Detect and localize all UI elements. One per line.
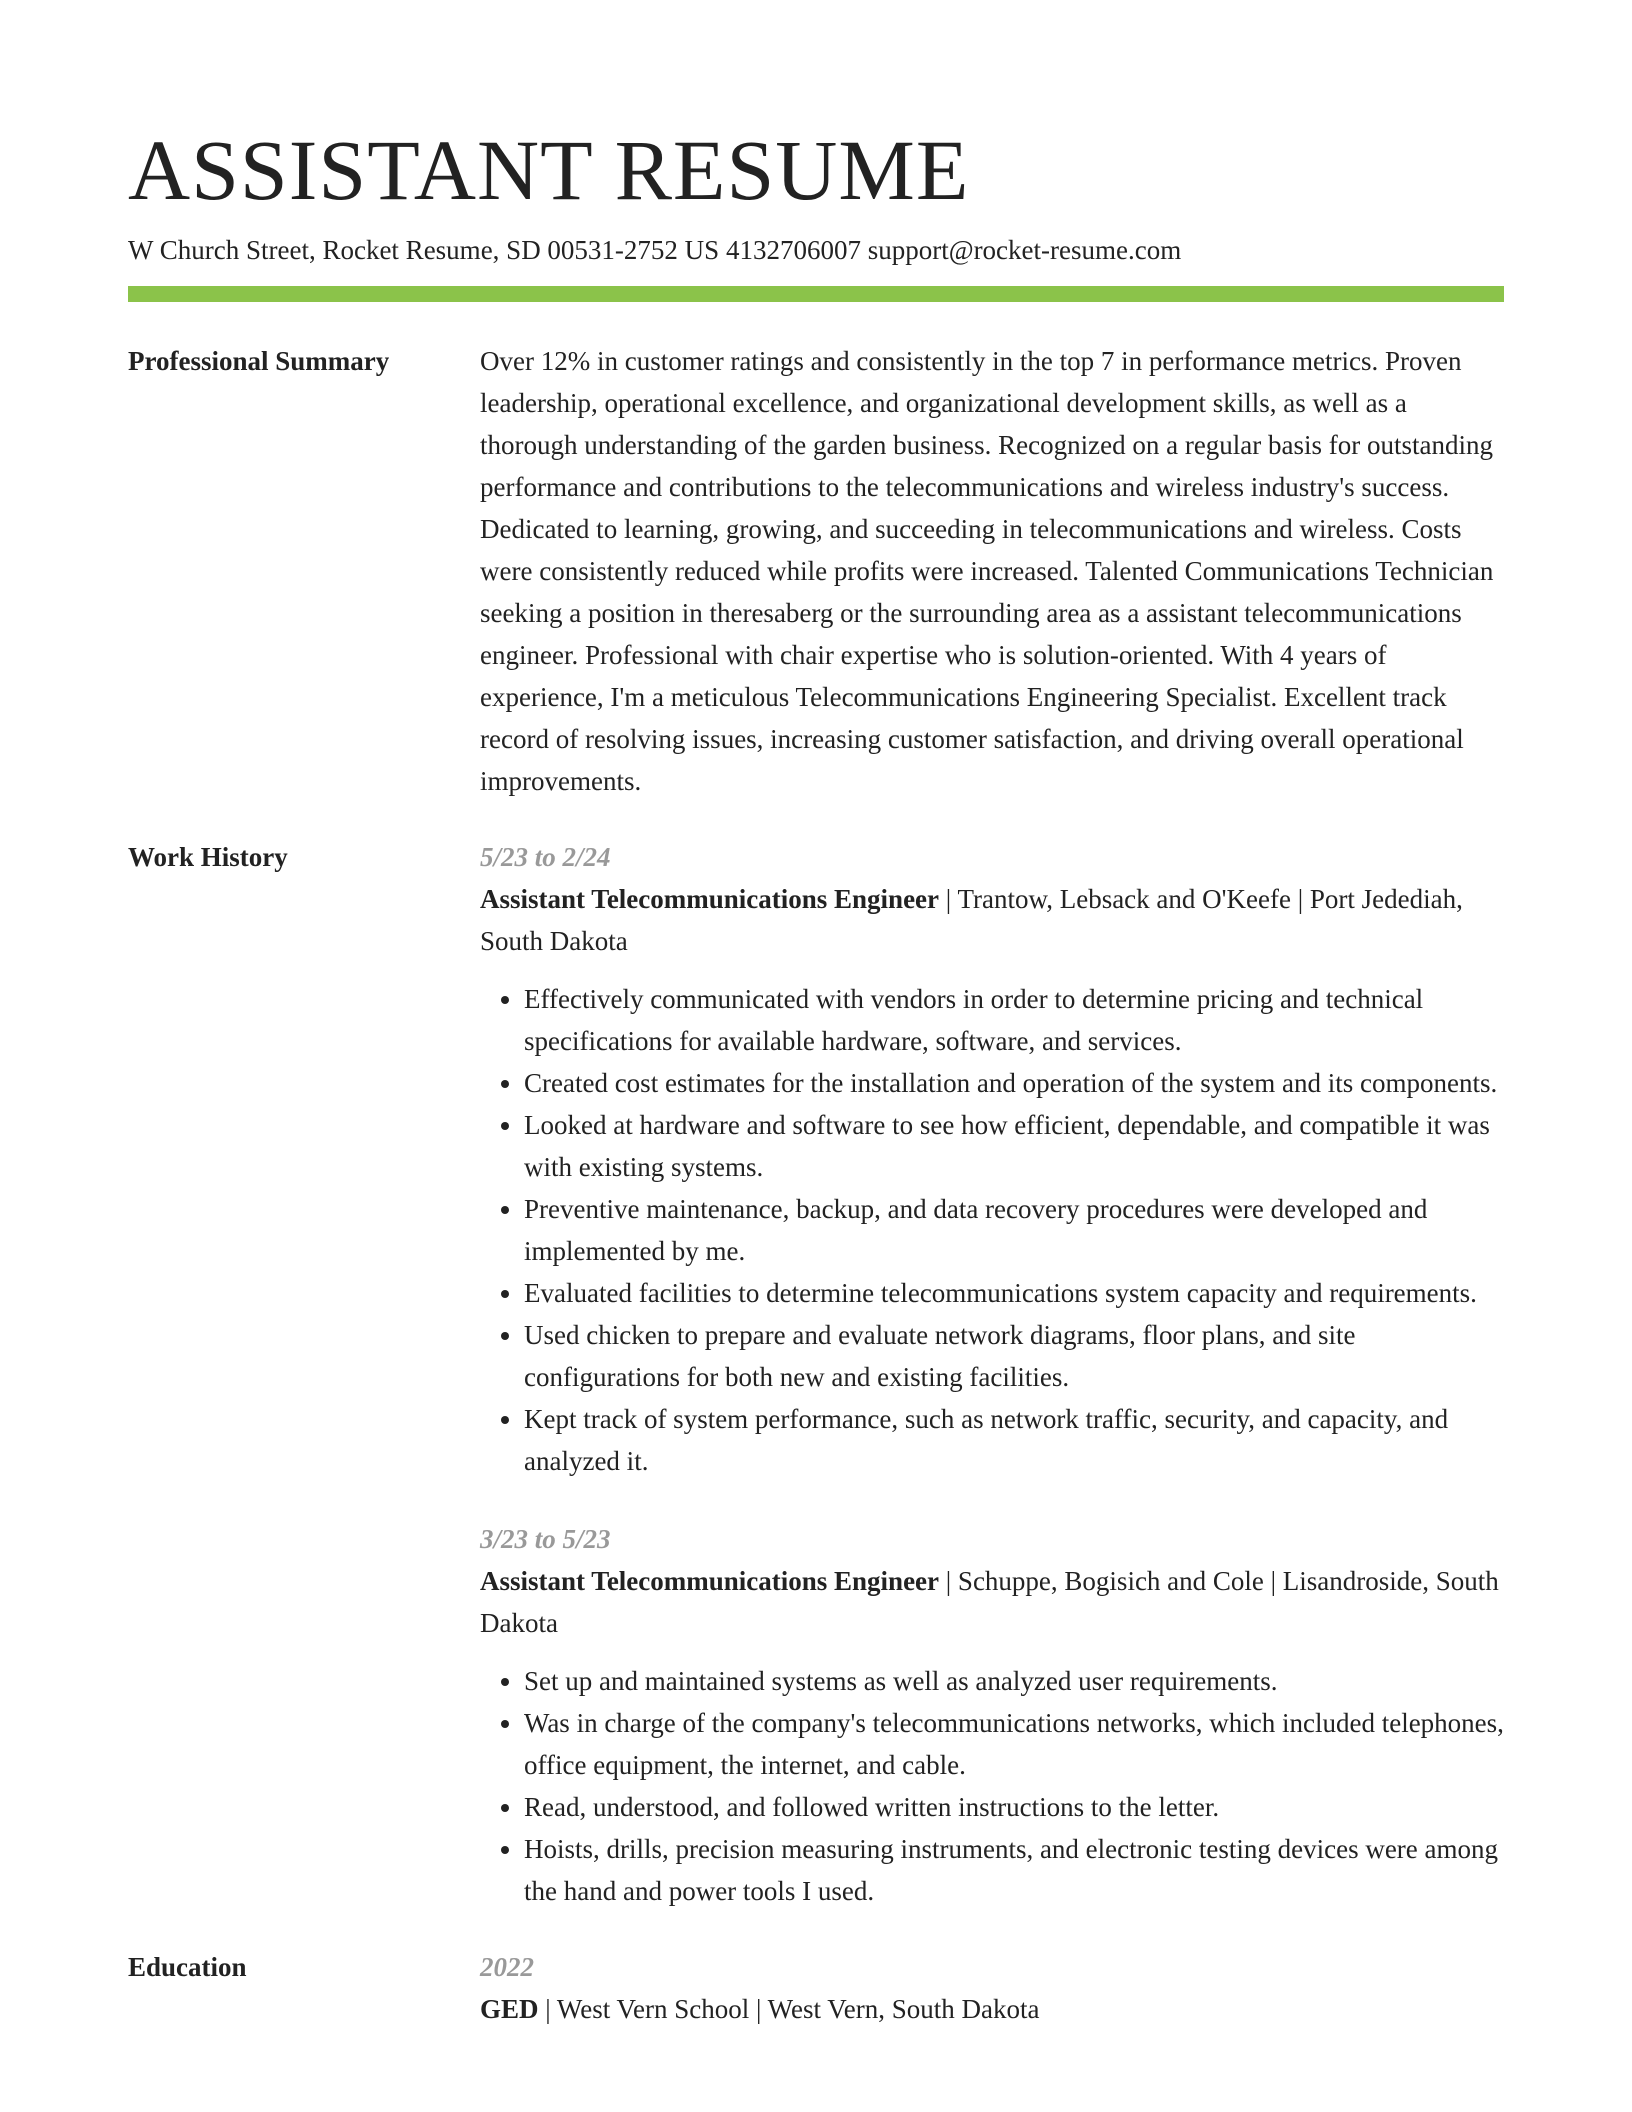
- list-item: • Effectively communicated with vendors in order to determine pricing and technical specifications for available hardware, software, and services.: [524, 978, 1504, 1062]
- job-bullets: [480, 978, 1504, 1482]
- section-label-education: Education: [128, 1952, 247, 1982]
- list-item: • Set up and maintained systems as well as analyzed user requirements.: [524, 1660, 1504, 1702]
- section-label-summary: Professional Summary: [128, 346, 390, 376]
- resume-title: ASSISTANT RESUME: [128, 122, 970, 218]
- list-item: • Hoists, drills, precision measuring instruments, and electronic testing devices were among the hand and power tools I used.: [524, 1828, 1504, 1912]
- summary-text: Over 12% in customer ratings and consistently in the top 7 in performance metrics. Proven leadership, operational excellence, and organizational development skills, as well as a thorough understanding of the garden business. Recognized on a regular basis for outstanding performance and contributions to the telecommunications and wireless industry's success. Dedicated to learning, growing, and succeeding in telecommunications and wireless. Costs were consistently reduced while profits were increased. Talented Communications Technician seeking a position in theresaberg or the surrounding area as a assistant telecommunications engineer. Professional with chair expertise who is solution-oriented. With 4 years of experience, I'm a meticulous Telecommunications Engineering Specialist. Excellent track record of resolving issues, increasing customer satisfaction, and driving overall operational improvements.: [480, 346, 1494, 796]
- job-details: | Trantow, Lebsack and O'Keefe | Port Jedediah, South Dakota: [480, 884, 1463, 956]
- list-item: • Read, understood, and followed written instructions to the letter.: [524, 1786, 1504, 1828]
- job-heading: [480, 1560, 1504, 1644]
- work-history-section: [128, 836, 1504, 1912]
- job-details: | Schuppe, Bogisich and Cole | Lisandroside, South Dakota: [480, 1566, 1499, 1638]
- education-heading: [480, 1988, 1504, 2030]
- job-dates: 3/23 to 5/23: [480, 1524, 611, 1554]
- contact-line: [128, 232, 1504, 268]
- education-section: [128, 1946, 1504, 2030]
- education-degree: GED: [480, 1994, 539, 2024]
- header-divider: [128, 286, 1504, 302]
- job-entry: [480, 1518, 1504, 1912]
- job-heading: [480, 878, 1504, 962]
- list-item: • Created cost estimates for the installation and operation of the system and its components.: [524, 1062, 1504, 1104]
- list-item: • Used chicken to prepare and evaluate network diagrams, floor plans, and site configurations for both new and existing facilities.: [524, 1314, 1504, 1398]
- list-item: • Was in charge of the company's telecommunications networks, which included telephones, office equipment, the internet, and cable.: [524, 1702, 1504, 1786]
- job-title: Assistant Telecommunications Engineer: [480, 1566, 940, 1596]
- resume-page: [128, 120, 1504, 2030]
- education-details: | West Vern School | West Vern, South Dakota: [538, 1994, 1040, 2024]
- list-item: • Preventive maintenance, backup, and data recovery procedures were developed and implemented by me.: [524, 1188, 1504, 1272]
- contact-phone: 4132706007: [725, 235, 861, 265]
- job-dates: 5/23 to 2/24: [480, 842, 611, 872]
- list-item: • Looked at hardware and software to see how efficient, dependable, and compatible it was with existing systems.: [524, 1104, 1504, 1188]
- contact-email: support@rocket-resume.com: [867, 235, 1182, 265]
- job-entry: [480, 836, 1504, 1482]
- job-bullets: [480, 1660, 1504, 1912]
- section-label-work-history: Work History: [128, 842, 288, 872]
- summary-section: [128, 340, 1504, 802]
- list-item: • Evaluated facilities to determine telecommunications system capacity and requirements.: [524, 1272, 1504, 1314]
- list-item: • Kept track of system performance, such as network traffic, security, and capacity, and analyzed it.: [524, 1398, 1504, 1482]
- job-title: Assistant Telecommunications Engineer: [480, 884, 940, 914]
- contact-address: W Church Street, Rocket Resume, SD 00531-2752 US: [128, 235, 720, 265]
- education-dates: 2022: [480, 1952, 534, 1982]
